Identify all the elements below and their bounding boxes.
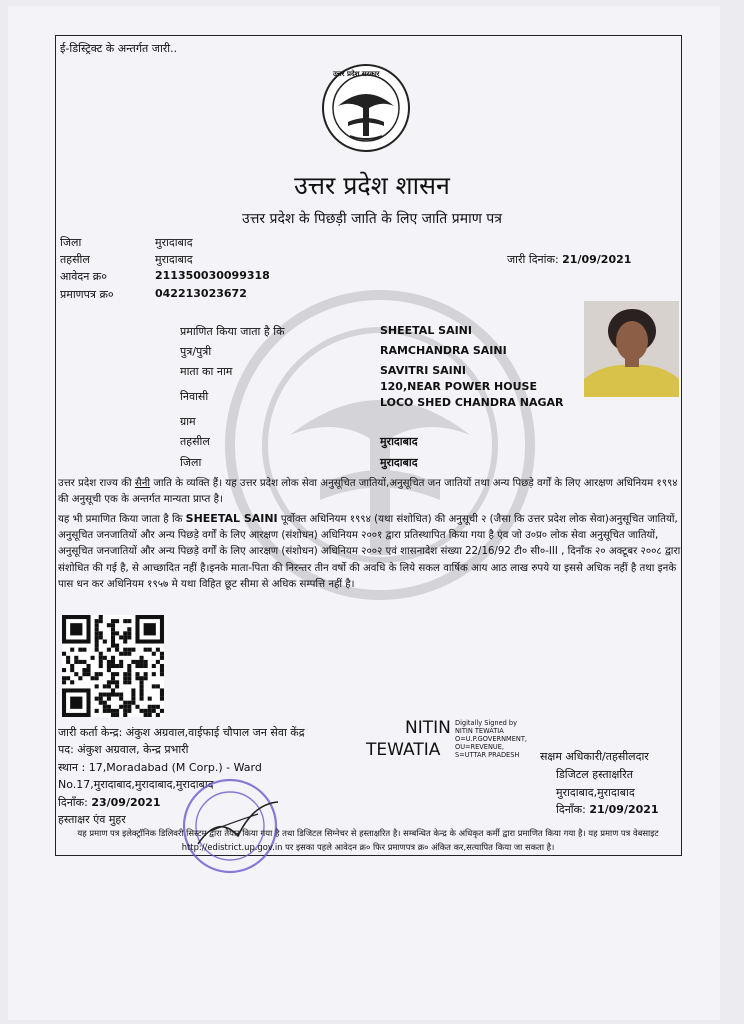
meta-value-tehsil: मुरादाबाद	[155, 253, 193, 266]
applicant-photo	[584, 301, 679, 397]
issue-date-value: 21/09/2021	[562, 253, 632, 266]
qr-code-icon	[62, 615, 164, 717]
detail-label-mother: माता का नाम	[180, 365, 233, 378]
meta-value-application: 211350030099318	[155, 269, 270, 282]
authority-place: मुरादाबाद,मुरादाबाद	[556, 786, 635, 799]
detail-label-district: जिला	[180, 456, 202, 469]
emblem-text: उत्तर प्रदेश सरकार	[333, 70, 380, 78]
issuer-center: जारी कर्ता केन्द्र: अंकुश अग्रवाल,वाईफाई चौपाल जन सेवा केंद्र	[58, 726, 305, 739]
para1-start: उत्तर प्रदेश राज्य की	[58, 478, 135, 489]
footer-note: यह प्रमाण पत्र इलेक्ट्रॉनिक डिलिवरी सिस्टम द्वारा तैयार किया गया है तथा डिजिटल सिग्नेचर से हस्ताक्षरित है। सम्बन्धित केन्द्र के अधिकृत कर्मी द्वारा प्रमाणित किया गया है। यह प्रमाण पत्र वेबसाइट http://edistrict.up.gov.in पर इसका पहले आवेदन क्र० फिर प्रमाणपत्र क्र० अंकित कर,सत्यापित किया जा सकता है।	[77, 828, 659, 852]
issue-date	[507, 252, 631, 267]
signer-name-last: TEWATIA	[366, 740, 441, 760]
caste-name: सैनी	[134, 478, 151, 489]
detail-value-mother: SAVITRI SAINI	[380, 364, 467, 377]
detail-label-village: ग्राम	[180, 415, 196, 428]
certification-paragraph	[58, 511, 682, 593]
authority-date-value: 21/09/2021	[589, 803, 659, 816]
page-title: उत्तर प्रदेश शासन	[294, 171, 450, 200]
meta-value-district: मुरादाबाद	[155, 236, 193, 249]
detail-value-name: SHEETAL SAINI	[380, 324, 472, 337]
detail-value-address2: LOCO SHED CHANDRA NAGAR	[380, 396, 564, 409]
authority-digital: डिजिटल हस्ताक्षरित	[556, 768, 633, 781]
issuer-date	[58, 795, 161, 810]
meta-label-tehsil: तहसील	[60, 253, 90, 266]
para2-end: पूर्वोक्त अधिनियम १९९४ (यथा संशोधित) की अनुसूची २ (जैसा कि उत्तर प्रदेश लोक सेवा)अनुसूचित जातियों, अनुसूचित जनजातियों और अन्य पिछड़े वर्गों के लिए आरक्षण (संशोधन) अधिनियम २००१ द्वारा प्रतिस्थापित किया गया है एंव जो उ०प्र० लोक सेवा अनुसूचित जातियों, अनुसूचित जनजातियों और अन्य पिछड़े वर्गों के लिए आरक्षण (संशोधन) अधिनियम २००२ एवं शासनादेश संख्या 22/16/92 टी० सी०-III , दिनाँक २० अक्टूबर २००८ द्वारा संशोधित की गई है, से आच्छादित नहीं है।इनके माता-पिता की निरन्तर तीन वर्षो की अवधि के लिये सकल वार्षिक आय आठ लाख रुपये या इससे अधिक नहीं है तथा इनके पास धन कर अधिनियम १९५७ मे यथा विहित छूट सीमा से अधिक सम्पत्ति नहीं है।	[58, 514, 681, 590]
detail-label-resident: निवासी	[180, 390, 209, 403]
meta-value-certificate: 042213023672	[155, 287, 247, 300]
para2-name: SHEETAL SAINI	[185, 512, 278, 525]
issue-date-label: जारी दिनांक:	[507, 253, 559, 266]
detail-value-father: RAMCHANDRA SAINI	[380, 344, 507, 357]
issuer-date-label: दिनाँक:	[58, 796, 88, 809]
authority-title: सक्षम अधिकारी/तहसीलदार	[540, 750, 649, 763]
issuer-place-line2: No.17,मुरादाबाद,मुरादाबाद,मुरादाबाद	[58, 778, 214, 791]
issuer-date-value: 23/09/2021	[91, 796, 161, 809]
issuer-post: पद: अंकुश अग्रवाल, केन्द्र प्रभारी	[58, 743, 189, 756]
detail-label-name: प्रमाणित किया जाता है कि	[180, 325, 285, 338]
issuer-sign-label: हस्ताक्षर एंव मुहर	[58, 813, 126, 826]
meta-label-certificate: प्रमाणपत्र क्र०	[60, 288, 114, 301]
authority-date-label: दिनाँक:	[556, 803, 586, 816]
header-note: ई-डिस्ट्रिक्ट के अन्तर्गत जारी..	[60, 42, 178, 55]
detail-value-district: मुरादाबाद	[380, 456, 418, 469]
caste-paragraph	[58, 476, 682, 508]
digital-sign-details: Digitally Signed by NITIN TEWATIA O=U.P.GOVERNMENT, OU=REVENUE, S=UTTAR PRADESH	[455, 719, 527, 759]
para1-end: जाति के व्यक्ति हैं। यह उत्तर प्रदेश लोक सेवा अनुसूचित जातियों,अनुसूचित जन जातियों तथा अन्य पिछड़े वर्गों के लिए आरक्षण अधिनियम १९९४ की अनुसूची एक के अन्तर्गत मान्यता प्राप्त है।	[58, 478, 678, 506]
person-photo-icon	[584, 301, 679, 397]
meta-label-district: जिला	[60, 236, 82, 249]
signer-name-first: NITIN	[405, 718, 451, 738]
para2-start: यह भी प्रमाणित किया जाता है कि	[58, 514, 186, 525]
issuer-place-line1: स्थान : 17,Moradabad (M Corp.) - Ward	[58, 761, 262, 774]
meta-label-application: आवेदन क्र०	[60, 270, 107, 283]
detail-value-tehsil: मुरादाबाद	[380, 435, 418, 448]
detail-label-father: पुत्र/पुत्री	[180, 345, 212, 358]
detail-value-address1: 120,NEAR POWER HOUSE	[380, 380, 537, 393]
certificate-subtitle: उत्तर प्रदेश के पिछड़ी जाति के लिए जाति प्रमाण पत्र	[242, 211, 502, 227]
detail-label-tehsil: तहसील	[180, 435, 210, 448]
authority-date	[556, 802, 659, 817]
